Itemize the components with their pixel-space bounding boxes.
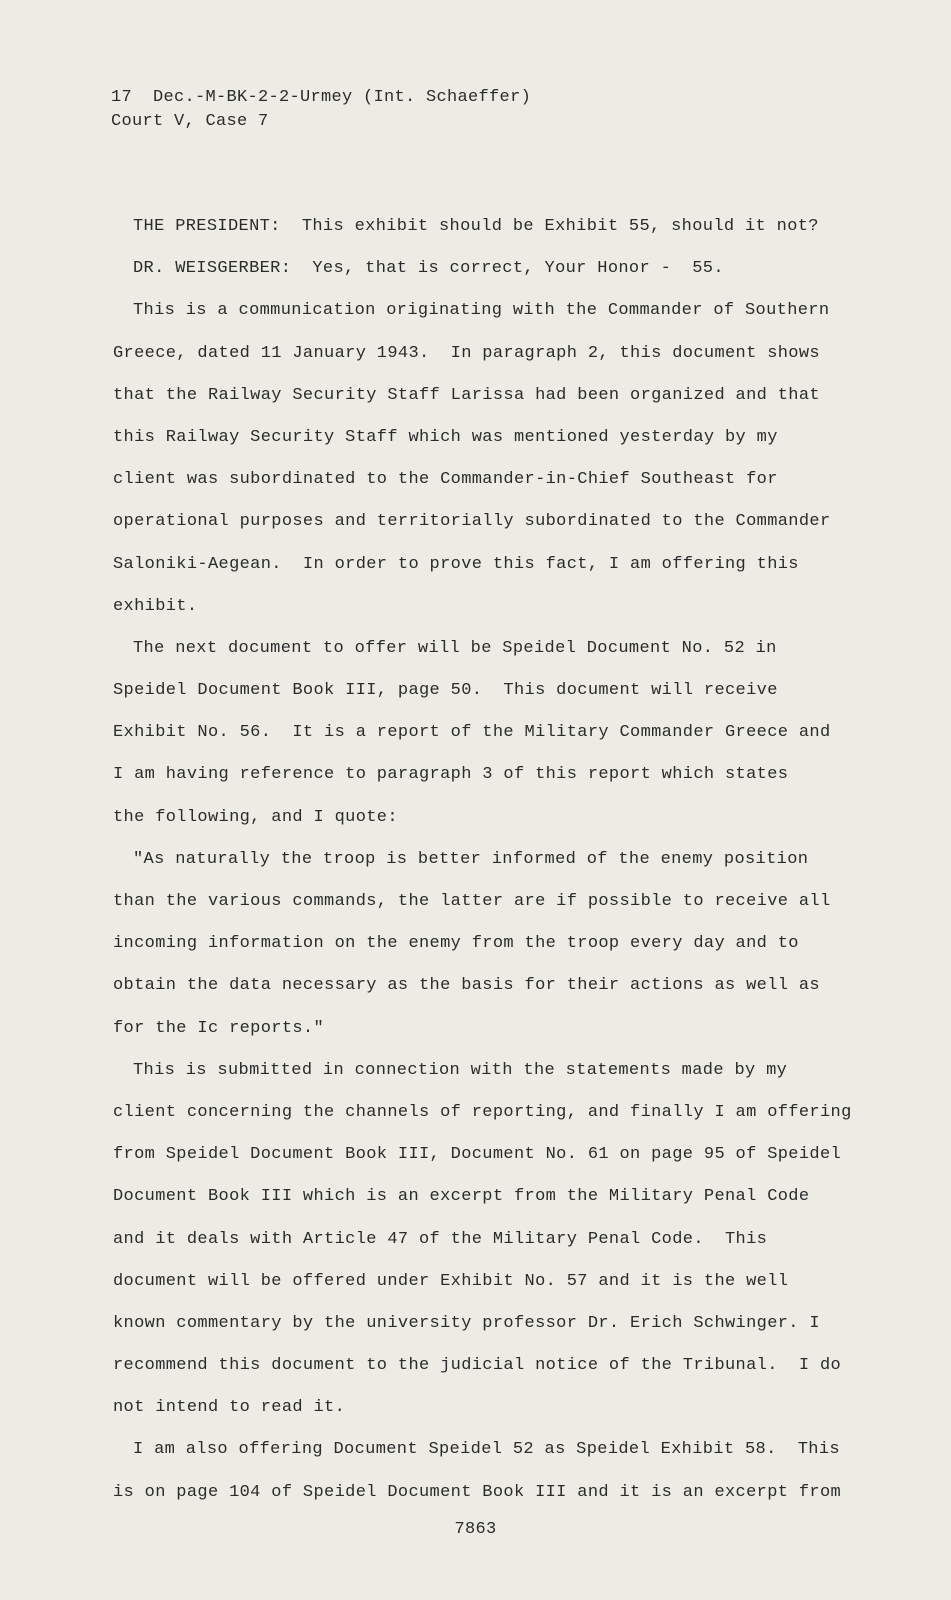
transcript-line: DR. WEISGERBER: Yes, that is correct, Your Honor - 55. — [133, 259, 724, 279]
transcript-line: This is a communication originating with the Commander of Southern — [133, 301, 830, 321]
transcript-line: this Railway Security Staff which was mentioned yesterday by my — [113, 427, 778, 447]
transcript-line: Greece, dated 11 January 1943. In paragraph 2, this document shows — [113, 343, 820, 363]
transcript-line: client was subordinated to the Commander-in-Chief Southeast for — [113, 470, 778, 490]
transcript-line: THE PRESIDENT: This exhibit should be Exhibit 55, should it not? — [133, 217, 819, 236]
header-line-session: 17 Dec.-M-BK-2-2-Urmey (Int. Schaeffer) — [111, 88, 532, 107]
document-header — [111, 86, 531, 134]
transcript-line: document will be offered under Exhibit No. 57 and it is the well — [113, 1271, 789, 1291]
transcript-line: known commentary by the university professor Dr. Erich Schwinger. I — [113, 1313, 820, 1333]
transcript-line: This is submitted in connection with the statements made by my — [133, 1060, 788, 1080]
transcript-body — [113, 206, 852, 1514]
transcript-line: that the Railway Security Staff Larissa had been organized and that — [113, 385, 820, 405]
transcript-line: recommend this document to the judicial notice of the Tribunal. I do — [113, 1356, 842, 1376]
transcript-line: I am having reference to paragraph 3 of this report which states — [113, 765, 789, 785]
transcript-line: for the Ic reports." — [113, 1018, 325, 1038]
transcript-line: operational purposes and territorially subordinated to the Commander — [113, 512, 831, 532]
header-line-court: Court V, Case 7 — [111, 112, 269, 131]
transcript-line: I am also offering Document Speidel 52 as Speidel Exhibit 58. This — [133, 1440, 840, 1460]
transcript-line: obtain the data necessary as the basis for their actions as well as — [113, 976, 820, 996]
transcript-line: The next document to offer will be Speidel Document No. 52 in — [133, 638, 777, 658]
transcript-line: "As naturally the troop is better informed of the enemy position — [133, 849, 809, 869]
transcript-line: client concerning the channels of reporting, and finally I am offering — [113, 1102, 852, 1122]
transcript-line: from Speidel Document Book III, Document No. 61 on page 95 of Speidel — [113, 1145, 842, 1165]
transcript-line: Exhibit No. 56. It is a report of the Military Commander Greece and — [113, 723, 831, 743]
transcript-line: and it deals with Article 47 of the Military Penal Code. This — [113, 1229, 768, 1249]
transcript-line: is on page 104 of Speidel Document Book III and it is an excerpt from — [113, 1482, 842, 1502]
transcript-line: than the various commands, the latter are if possible to receive all — [113, 892, 831, 911]
transcript-line: Document Book III which is an excerpt from the Military Penal Code — [113, 1187, 810, 1207]
transcript-line: incoming information on the enemy from the troop every day and to — [113, 934, 799, 954]
page-number: 7863 — [454, 1520, 497, 1539]
transcript-line: Saloniki-Aegean. In order to prove this fact, I am offering this — [113, 554, 799, 574]
transcript-line: not intend to read it. — [113, 1398, 346, 1418]
transcript-line: Speidel Document Book III, page 50. This document will receive — [113, 681, 778, 701]
transcript-line: the following, and I quote: — [113, 807, 398, 827]
transcript-line: exhibit. — [113, 596, 198, 616]
